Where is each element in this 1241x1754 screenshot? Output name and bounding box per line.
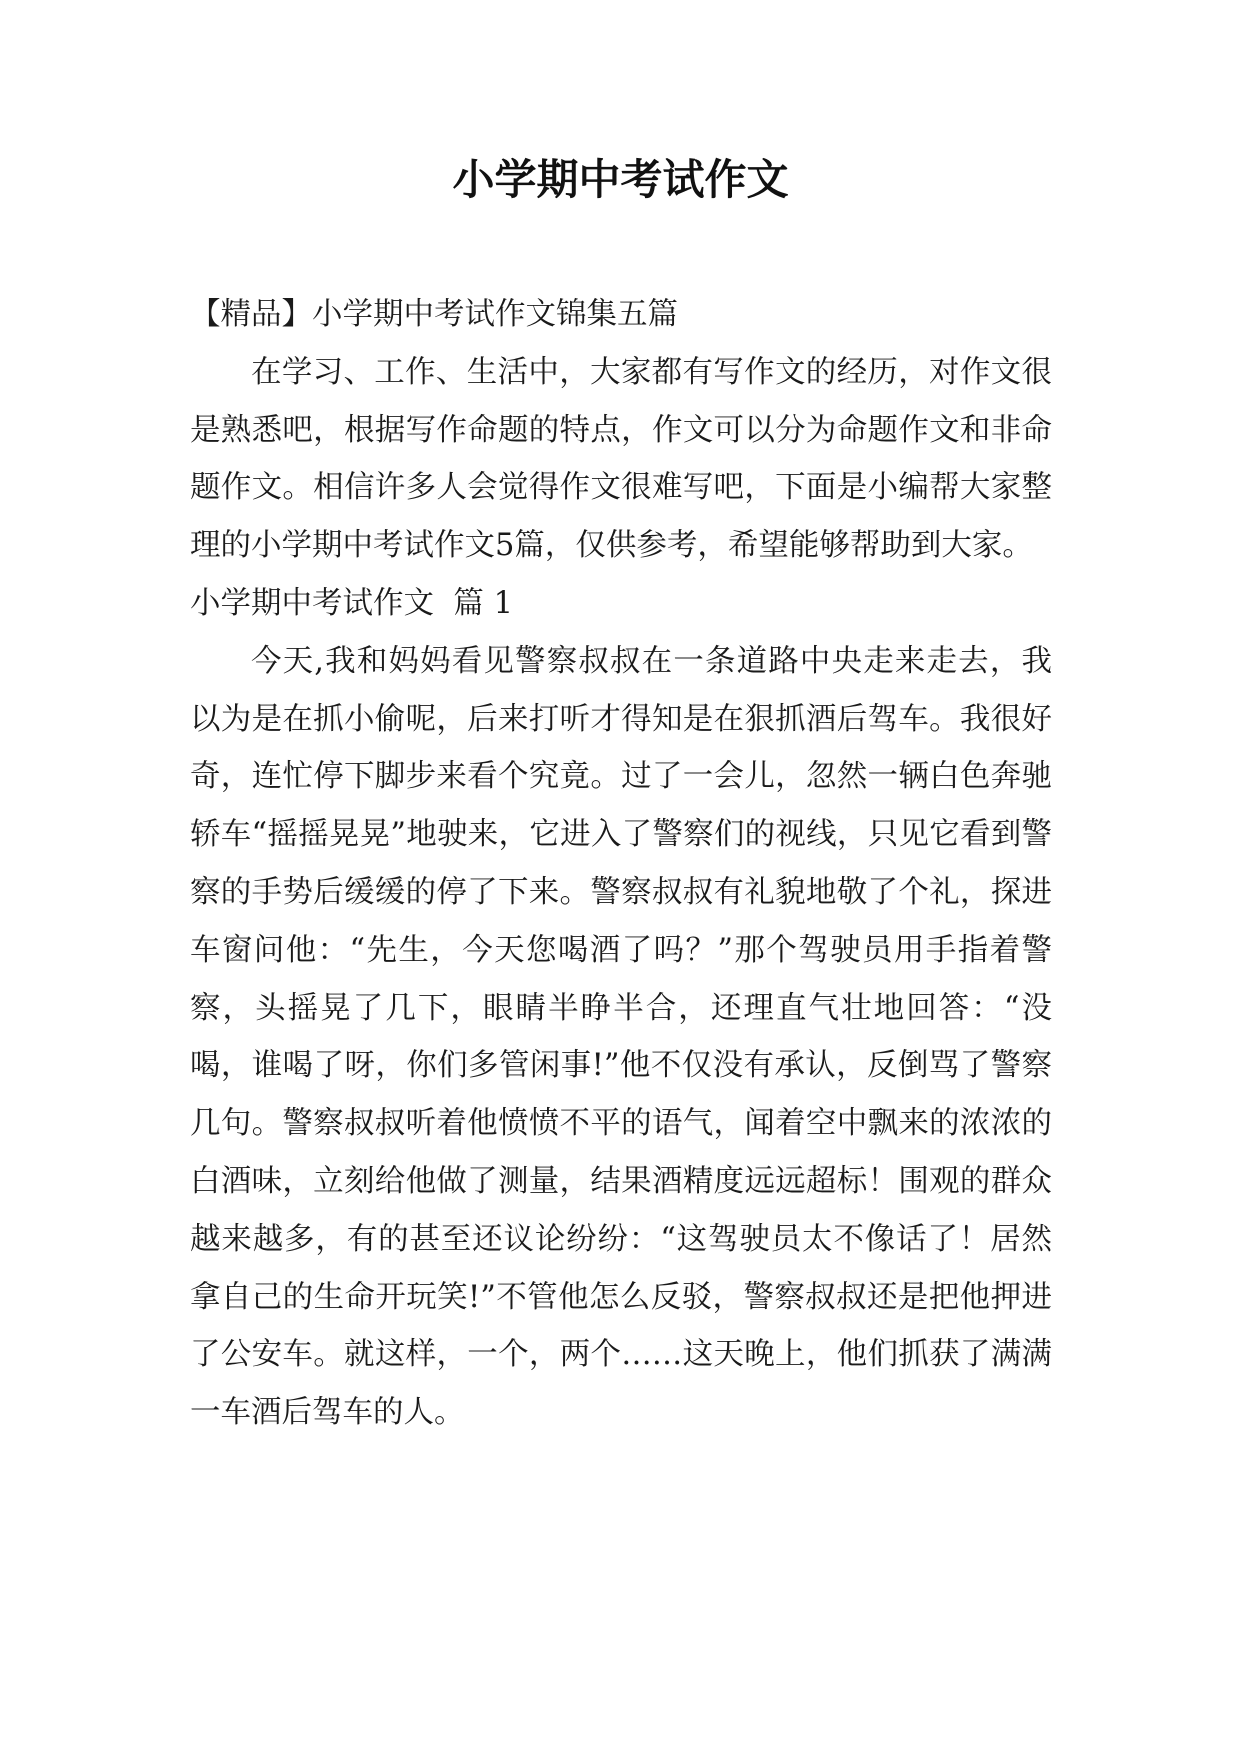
document-title: 小学期中考试作文 <box>452 155 789 204</box>
essay-heading: 小学期中考试作文 篇 1 <box>190 585 513 621</box>
document-body <box>190 286 1052 1442</box>
intro-paragraph: 在学习、工作、生活中，大家都有写作文的经历，对作文很是熟悉吧，根据写作命题的特点，作文可以分为命题作文和非命题作文。相信许多人会觉得作文很难写吧，下面是小编帮大家整理的小学期中考试作文5篇，仅供参考，希望能够帮助到大家。 <box>190 354 1052 564</box>
essay-paragraph: 今天,我和妈妈看见警察叔叔在一条道路中央走来走去，我以为是在抓小偷呢，后来打听才得知是在狠抓酒后驾车。我很好奇，连忙停下脚步来看个究竟。过了一会儿，忽然一辆白色奔驰轿车“摇摇晃晃”地驶来，它进入了警察们的视线，只见它看到警察的手势后缓缓的停了下来。警察叔叔有礼貌地敬了个礼，探进车窗问他：“先生，今天您喝酒了吗？”那个驾驶员用手指着警察，头摇晃了几下，眼睛半睁半合，还理直气壮地回答：“没喝，谁喝了呀，你们多管闲事!”他不仅没有承认，反倒骂了警察几句。警察叔叔听着他愤愤不平的语气，闻着空中飘来的浓浓的白酒味，立刻给他做了测量，结果酒精度远远超标！围观的群众越来越多，有的甚至还议论纷纷：“这驾驶员太不像话了！居然拿自己的生命开玩笑!”不管他怎么反驳，警察叔叔还是把他押进了公安车。就这样，一个，两个……这天晚上，他们抓获了满满一车酒后驾车的人。 <box>190 643 1052 1431</box>
collection-subtitle: 【精品】小学期中考试作文锦集五篇 <box>190 297 678 332</box>
